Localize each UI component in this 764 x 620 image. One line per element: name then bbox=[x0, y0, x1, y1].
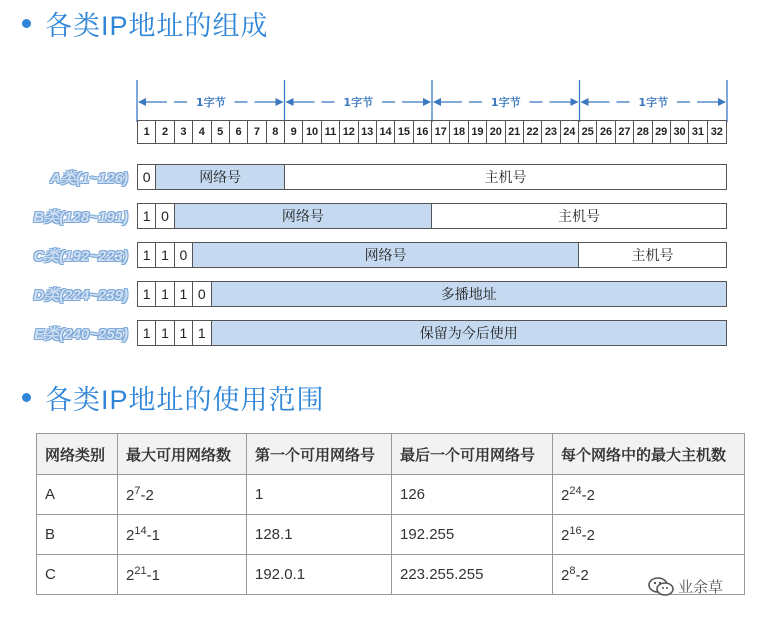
first-network-cell: 192.0.1 bbox=[247, 555, 392, 595]
section-title: 各类IP地址的组成 bbox=[45, 11, 269, 41]
bit-number: 10 bbox=[303, 121, 321, 143]
class-bit-row bbox=[137, 320, 727, 346]
bit-number: 5 bbox=[212, 121, 230, 143]
prefix-bit: 1 bbox=[156, 321, 174, 345]
byte-label: 1字节 bbox=[638, 96, 669, 109]
wechat-icon bbox=[648, 577, 674, 597]
address-field: 保留为今后使用 bbox=[212, 321, 726, 345]
col-header: 每个网络中的最大主机数 bbox=[553, 434, 745, 475]
bit-number: 22 bbox=[524, 121, 542, 143]
class-cell: C bbox=[37, 555, 118, 595]
bit-number: 24 bbox=[561, 121, 579, 143]
bit-number: 26 bbox=[597, 121, 615, 143]
watermark-text: 业余草 bbox=[678, 579, 724, 596]
arrow-right-icon bbox=[276, 98, 284, 106]
class-label: B类(128~191) bbox=[33, 209, 128, 226]
prefix-bit: 0 bbox=[175, 243, 193, 267]
last-network-cell: 223.255.255 bbox=[392, 555, 553, 595]
bit-number: 11 bbox=[322, 121, 340, 143]
table-header-row bbox=[37, 434, 745, 475]
section-heading-range bbox=[22, 378, 325, 417]
prefix-bit: 1 bbox=[156, 243, 174, 267]
byte-label: 1字节 bbox=[195, 96, 226, 109]
host-field: 主机号 bbox=[579, 243, 726, 267]
host-field: 主机号 bbox=[285, 165, 726, 189]
bit-number: 31 bbox=[689, 121, 707, 143]
class-label: C类(192~223) bbox=[33, 248, 128, 265]
max-hosts-cell: $2^8-2$ bbox=[553, 555, 745, 595]
max-hosts-cell: $2^{16}-2$ bbox=[553, 515, 745, 555]
first-network-cell: 128.1 bbox=[247, 515, 392, 555]
byte-label: 1字节 bbox=[343, 96, 374, 109]
class-bit-row bbox=[137, 242, 727, 268]
byte-arrows bbox=[0, 0, 764, 140]
bit-number: 14 bbox=[377, 121, 395, 143]
bit-number: 12 bbox=[340, 121, 358, 143]
bit-number: 15 bbox=[395, 121, 413, 143]
col-header: 第一个可用网络号 bbox=[247, 434, 392, 475]
bit-number: 27 bbox=[616, 121, 634, 143]
bit-number: 13 bbox=[359, 121, 377, 143]
class-label: D类(224~239) bbox=[33, 287, 128, 304]
class-cell: B bbox=[37, 515, 118, 555]
class-bit-row bbox=[137, 164, 727, 190]
max-networks-cell: $2^{14}-1$ bbox=[118, 515, 247, 555]
class-cell: A bbox=[37, 475, 118, 515]
bit-number: 4 bbox=[193, 121, 211, 143]
bit-number: 1 bbox=[138, 121, 156, 143]
arrow-left-icon bbox=[433, 98, 441, 106]
prefix-bit: 1 bbox=[156, 282, 174, 306]
col-header: 最大可用网络数 bbox=[118, 434, 247, 475]
watermark bbox=[648, 576, 723, 597]
host-field: 主机号 bbox=[432, 204, 726, 228]
prefix-bit: 0 bbox=[193, 282, 211, 306]
last-network-cell: 192.255 bbox=[392, 515, 553, 555]
arrow-left-icon bbox=[581, 98, 589, 106]
bit-number: 32 bbox=[710, 126, 723, 138]
ip-range-table bbox=[36, 433, 745, 595]
bit-number: 18 bbox=[450, 121, 468, 143]
prefix-bit: 0 bbox=[138, 165, 156, 189]
prefix-bit: 1 bbox=[175, 282, 193, 306]
arrow-right-icon bbox=[423, 98, 431, 106]
table-row bbox=[37, 555, 745, 595]
bit-number: 28 bbox=[634, 121, 652, 143]
bit-number: 19 bbox=[469, 121, 487, 143]
bit-number: 9 bbox=[285, 121, 303, 143]
section-title: 各类IP地址的使用范围 bbox=[45, 385, 325, 415]
network-field: 网络号 bbox=[193, 243, 579, 267]
bit-number: 3 bbox=[175, 121, 193, 143]
bit-number: 30 bbox=[671, 121, 689, 143]
prefix-bit: 1 bbox=[193, 321, 211, 345]
bullet-icon bbox=[22, 393, 31, 402]
bit-number: 23 bbox=[542, 121, 560, 143]
arrow-left-icon bbox=[286, 98, 294, 106]
prefix-bit: 1 bbox=[138, 204, 156, 228]
bit-number-row bbox=[137, 120, 727, 144]
prefix-bit: 0 bbox=[156, 204, 174, 228]
prefix-bit: 1 bbox=[138, 282, 156, 306]
max-hosts-cell: $2^{24}-2$ bbox=[553, 475, 745, 515]
class-label: E类(240~255) bbox=[34, 326, 128, 343]
table-row bbox=[37, 515, 745, 555]
bit-number: 6 bbox=[230, 121, 248, 143]
bit-number: 8 bbox=[267, 121, 285, 143]
bit-number: 17 bbox=[432, 121, 450, 143]
bit-number: 25 bbox=[579, 121, 597, 143]
class-bit-row bbox=[137, 203, 727, 229]
address-field: 多播地址 bbox=[212, 282, 726, 306]
bit-number: 20 bbox=[487, 121, 505, 143]
bit-number: 7 bbox=[248, 121, 266, 143]
max-networks-cell: $2^{21}-1$ bbox=[118, 555, 247, 595]
arrow-right-icon bbox=[718, 98, 726, 106]
arrow-left-icon bbox=[138, 98, 146, 106]
bit-number: 16 bbox=[414, 121, 432, 143]
last-network-cell: 126 bbox=[392, 475, 553, 515]
bit-number: 21 bbox=[506, 121, 524, 143]
col-header: 最后一个可用网络号 bbox=[392, 434, 553, 475]
bit-number: 2 bbox=[156, 121, 174, 143]
col-header: 网络类别 bbox=[37, 434, 118, 475]
table-row bbox=[37, 475, 745, 515]
network-field: 网络号 bbox=[156, 165, 285, 189]
arrow-right-icon bbox=[571, 98, 579, 106]
network-field: 网络号 bbox=[175, 204, 432, 228]
class-label: A类(1~126) bbox=[50, 170, 128, 187]
max-networks-cell: $2^7-2$ bbox=[118, 475, 247, 515]
first-network-cell: 1 bbox=[247, 475, 392, 515]
prefix-bit: 1 bbox=[138, 321, 156, 345]
bit-number: 29 bbox=[653, 121, 671, 143]
class-bit-row bbox=[137, 281, 727, 307]
byte-label: 1字节 bbox=[490, 96, 521, 109]
prefix-bit: 1 bbox=[138, 243, 156, 267]
prefix-bit: 1 bbox=[175, 321, 193, 345]
